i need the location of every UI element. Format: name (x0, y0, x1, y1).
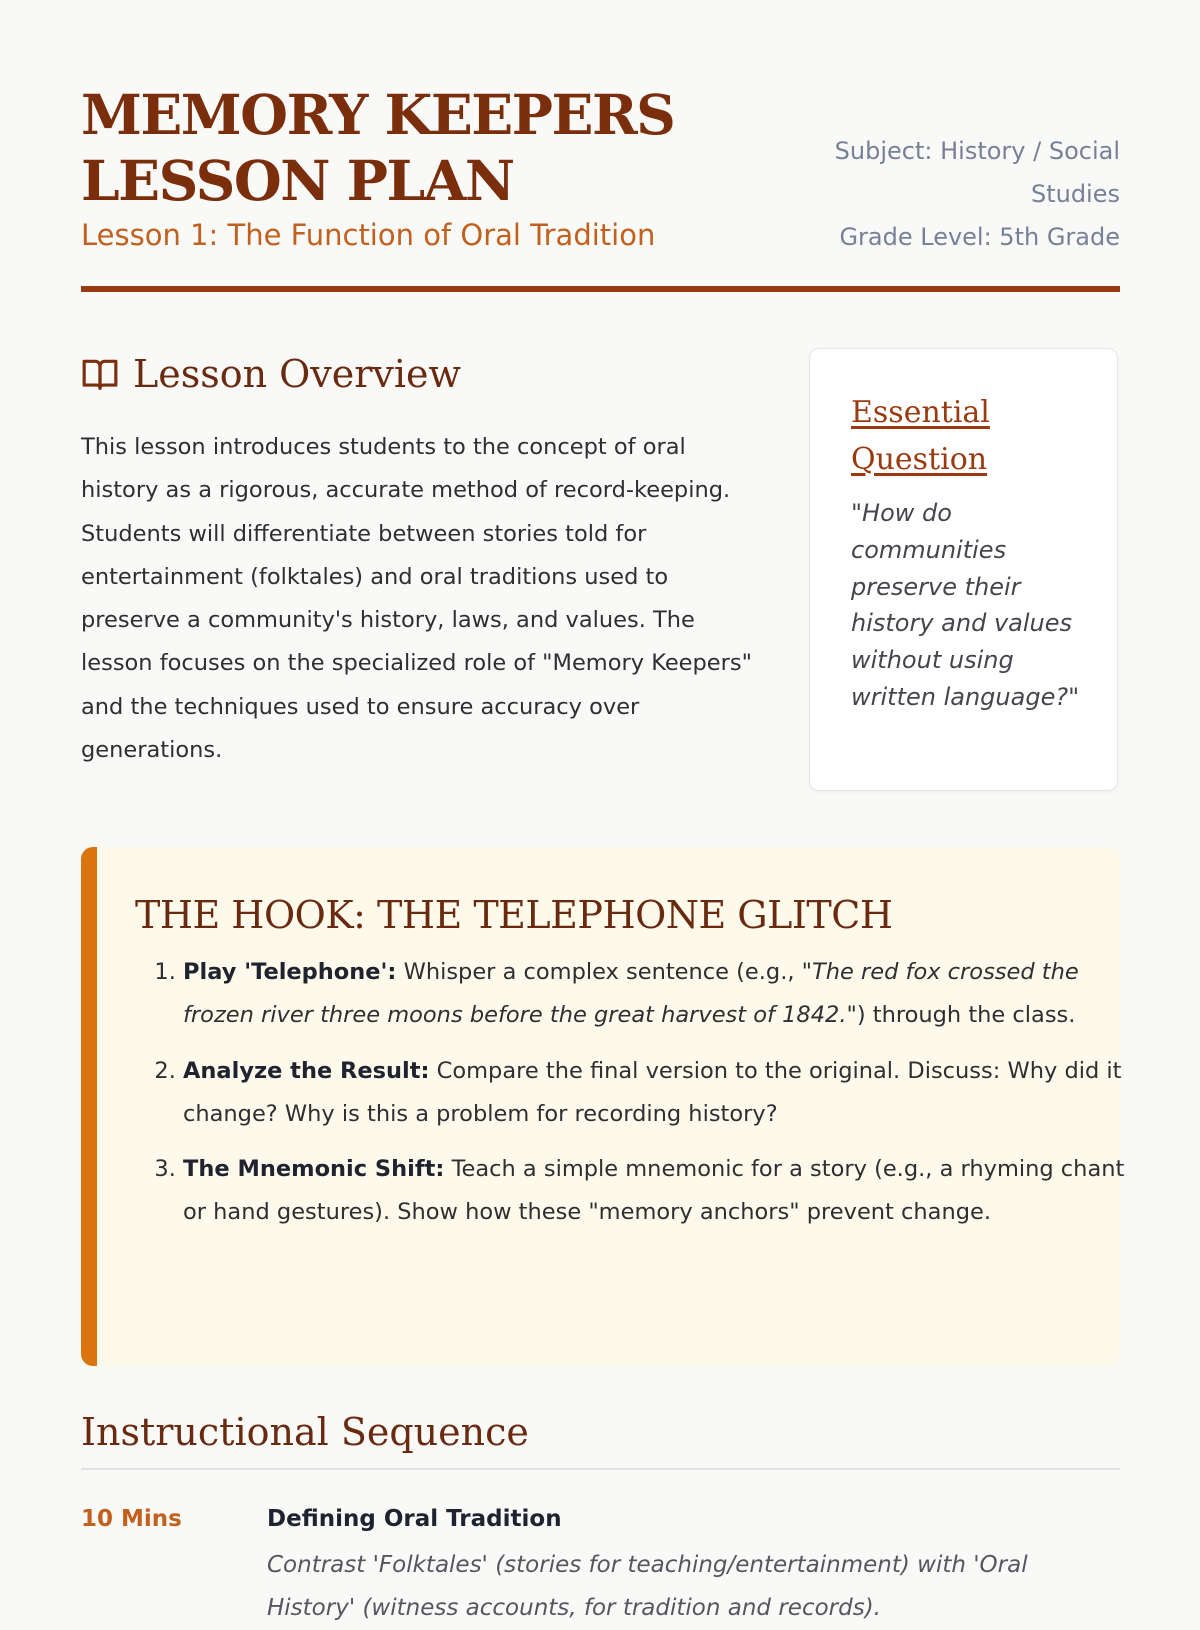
hook-step-text: ) through the class. (856, 1002, 1076, 1029)
hook-step-label: The Mnemonic Shift: (183, 1156, 445, 1183)
lesson-plan-page (81, 0, 1125, 1621)
sequence-heading: Defining Oral Tradition (267, 1506, 562, 1532)
sequence-time: 10 Mins (81, 1506, 182, 1532)
overview-title: Lesson Overview (133, 352, 462, 396)
lesson-subtitle: Lesson 1: The Function of Oral Tradition (81, 218, 656, 252)
grade-label: Grade Level: 5th Grade (839, 223, 1120, 251)
hook-title: THE HOOK: THE TELEPHONE GLITCH (135, 893, 893, 937)
subject-label: Subject: History / Social Studies (834, 137, 1120, 208)
essential-question-card (809, 348, 1118, 791)
overview-heading (81, 350, 461, 398)
hook-step-text: Teach a simple mnemonic for a story (e.g., a rhyming chant or hand gestures). Show how these "memory anchors" prevent change. (183, 1156, 1125, 1226)
overview-text: This lesson introduces students to the concept of oral history as a rigorous, accurate method of record-keeping. Students will differentiate between stories told for entertainment (folktales) and oral traditions used to preserve a community's history, laws, and values. The lesson focuses on the specialized role of "Memory Keepers" and the techniques used to ensure accuracy over generations. (81, 434, 752, 764)
sequence-divider (81, 1468, 1120, 1470)
hook-step (183, 1148, 1133, 1235)
sequence-title: Instructional Sequence (81, 1410, 529, 1454)
hook-step (183, 1050, 1133, 1137)
essential-question-quote: "How do communities preserve their history and values without using written language?" (851, 499, 1080, 711)
page-title: MEMORY KEEPERS LESSON PLAN (81, 82, 675, 213)
book-open-icon (81, 355, 119, 393)
header-divider (81, 286, 1120, 292)
hook-step-quote: "The red fox crossed the frozen river three moons before the great harvest of 1842." (183, 959, 1079, 1029)
hook-step-text: Compare the final version to the original. Discuss: Why did it change? Why is this a problem for recording history? (183, 1057, 1122, 1127)
sequence-description: Contrast 'Folktales' (stories for teaching/entertainment) with 'Oral History' (witness accounts, for tradition and records). (267, 1552, 1028, 1621)
hook-steps (135, 951, 1133, 1247)
hook-step-text: Whisper a complex sentence (e.g., (396, 959, 802, 985)
header (81, 0, 1120, 295)
hook-section (81, 847, 1125, 1366)
hook-step-label: Analyze the Result: (183, 1057, 430, 1084)
lesson-meta (790, 130, 1120, 259)
essential-question-title: Essential Question (851, 395, 990, 477)
hook-step (183, 951, 1133, 1038)
hook-step-label: Play 'Telephone': (183, 959, 397, 985)
